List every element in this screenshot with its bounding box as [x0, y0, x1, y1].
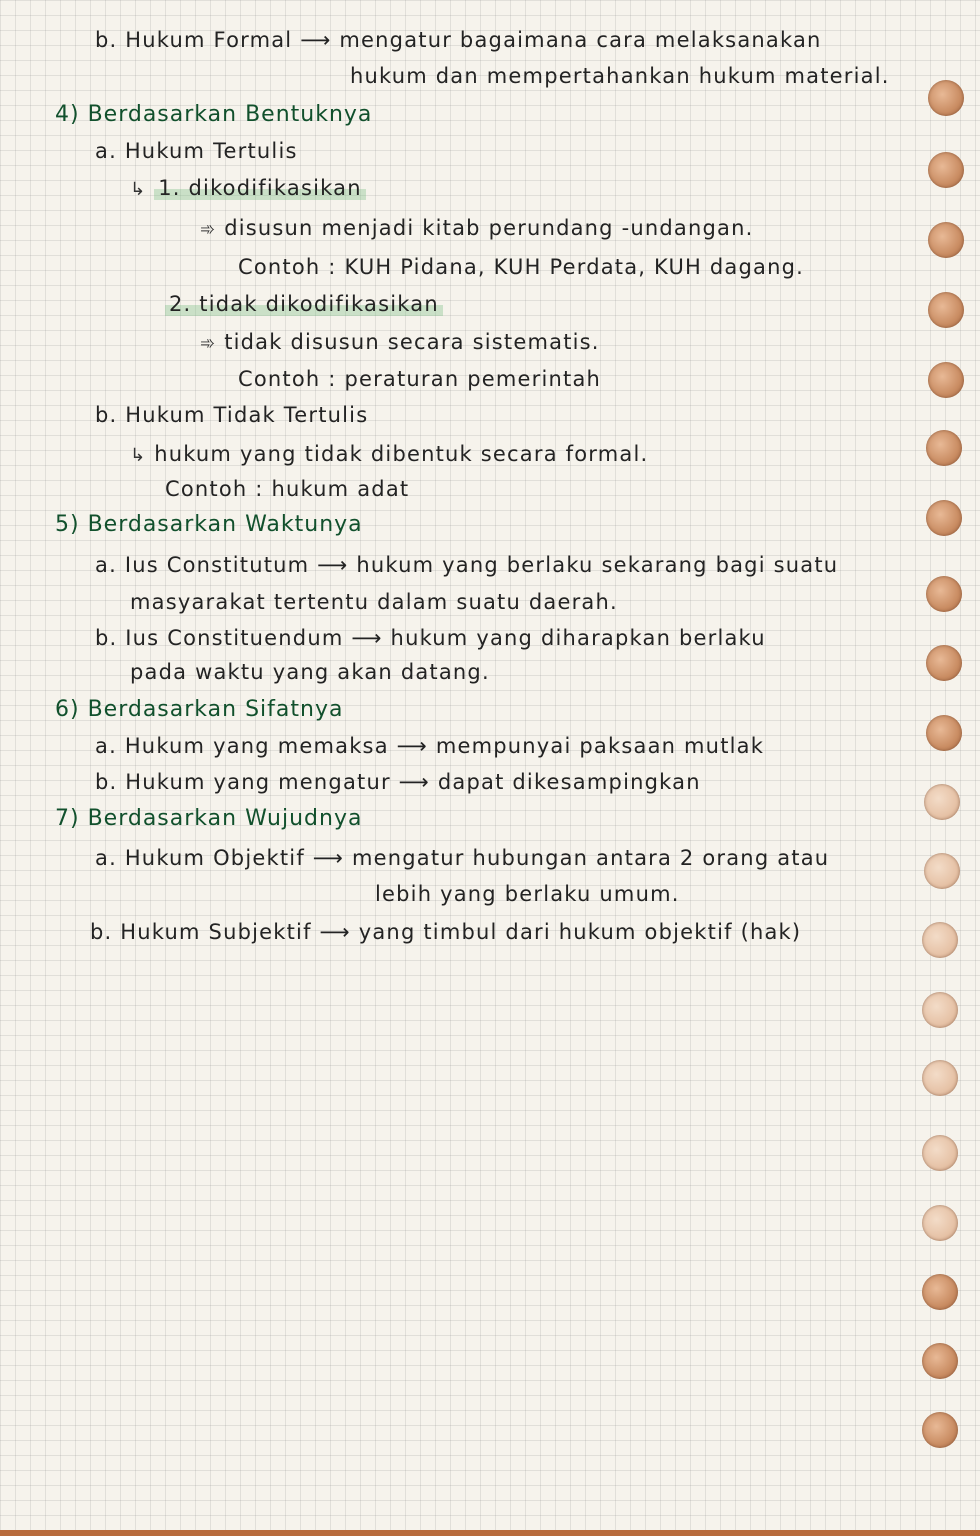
note-text: disusun menjadi kitab perundang -undangan.	[224, 216, 754, 240]
note-line: b. Hukum Formal ⟶ mengatur bagaimana cara melaksanakan	[95, 28, 822, 52]
note-line: Contoh : hukum adat	[165, 477, 410, 501]
note-text: hukum yang tidak dibentuk secara formal.	[154, 442, 649, 466]
section-heading: 4) Berdasarkan Bentuknya	[55, 102, 373, 127]
note-line: lebih yang berlaku umum.	[375, 882, 680, 906]
section-heading: 7) Berdasarkan Wujudnya	[55, 806, 363, 831]
note-line: b. Ius Constituendum ⟶ hukum yang diharapkan berlaku	[95, 626, 766, 650]
note-line: b. Hukum Subjektif ⟶ yang timbul dari hukum objektif (hak)	[90, 920, 802, 944]
note-line	[130, 176, 366, 200]
sub-arrow-icon: ↳	[130, 445, 147, 466]
section-heading: 6) Berdasarkan Sifatnya	[55, 697, 344, 722]
highlighted-text: 2. tidak dikodifikasikan	[165, 292, 443, 316]
note-line: a. Hukum Tertulis	[95, 139, 298, 163]
note-line: a. Hukum yang memaksa ⟶ mempunyai paksaan mutlak	[95, 734, 765, 758]
note-line: masyarakat tertentu dalam suatu daerah.	[130, 590, 618, 614]
note-line	[130, 442, 648, 466]
note-line	[200, 330, 600, 354]
note-line: Contoh : peraturan pemerintah	[238, 367, 602, 391]
note-line: pada waktu yang akan datang.	[130, 660, 490, 684]
note-line: a. Hukum Objektif ⟶ mengatur hubungan antara 2 orang atau	[95, 846, 830, 870]
sub-arrow-icon: ↳	[130, 179, 147, 200]
note-line	[200, 216, 753, 240]
note-line	[165, 292, 443, 316]
note-line: b. Hukum yang mengatur ⟶ dapat dikesampingkan	[95, 770, 701, 794]
note-line: hukum dan mempertahankan hukum material.	[350, 64, 890, 88]
note-text: tidak disusun secara sistematis.	[224, 330, 600, 354]
highlighted-text: 1. dikodifikasikan	[154, 176, 366, 200]
note-line: Contoh : KUH Pidana, KUH Perdata, KUH dagang.	[238, 255, 804, 279]
double-arrow-icon: ➾	[200, 219, 217, 240]
note-line: a. Ius Constitutum ⟶ hukum yang berlaku sekarang bagi suatu	[95, 553, 839, 577]
page-edge	[0, 1530, 980, 1536]
section-heading: 5) Berdasarkan Waktunya	[55, 512, 363, 537]
note-line: b. Hukum Tidak Tertulis	[95, 403, 369, 427]
double-arrow-icon: ➾	[200, 333, 217, 354]
